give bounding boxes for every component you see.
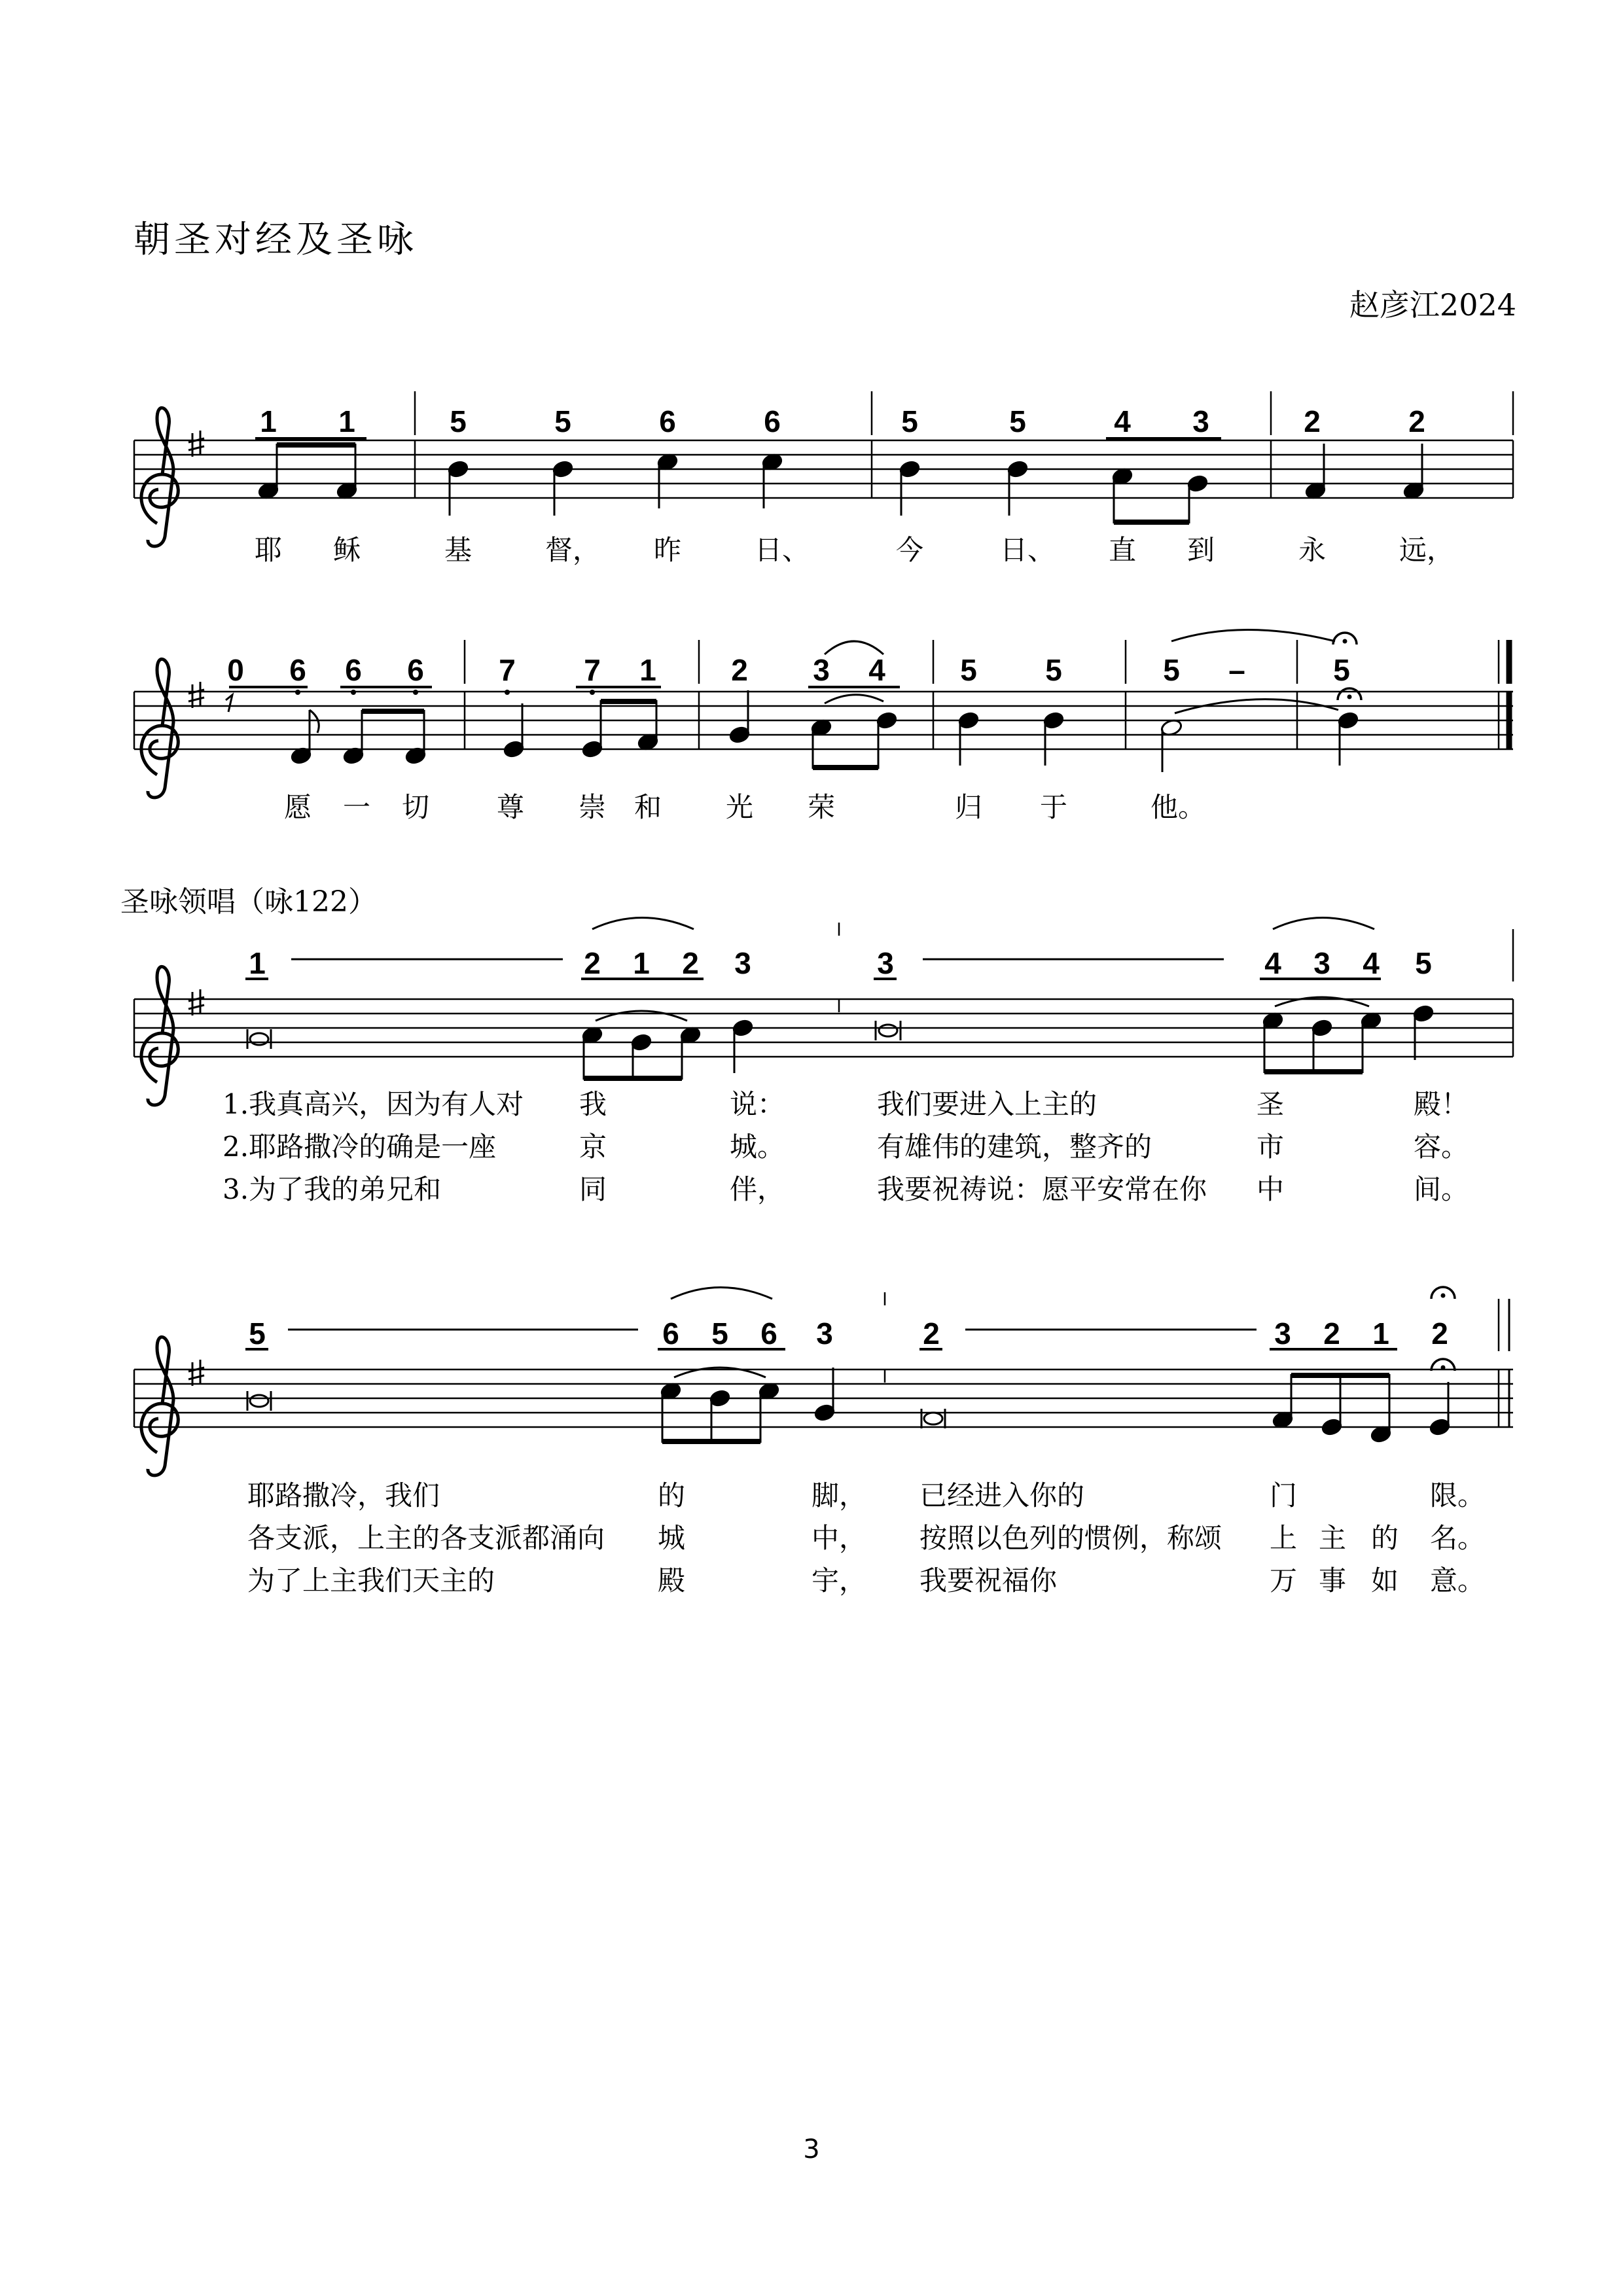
jianpu-note: 5 — [901, 404, 918, 438]
jianpu-note: 6 — [764, 404, 781, 438]
jianpu-note: 4 — [868, 653, 885, 687]
lyrics-verses-3 — [223, 1088, 1469, 1205]
jianpu-note: 5 — [554, 404, 571, 438]
lyric-syllable: 远， — [1399, 534, 1455, 566]
page-title: 朝圣对经及圣咏 — [134, 219, 418, 261]
lyric-fragment: 殿 — [658, 1564, 686, 1597]
lyric-fragment: 的 — [658, 1479, 686, 1511]
fermata-icon — [1338, 688, 1361, 700]
jianpu-note: 5 — [1415, 946, 1432, 980]
jianpu-note: 7 — [499, 653, 516, 687]
jianpu-line-2 — [227, 653, 1350, 687]
lyric-fragment: 中 — [1257, 1173, 1285, 1205]
lyric-fragment: 京 — [579, 1131, 607, 1163]
lyric-fragment: 间。 — [1414, 1173, 1469, 1205]
lyric-fragment: 我要祝祷说：愿平安常在你 — [877, 1173, 1207, 1205]
lyric-syllable: 于 — [1039, 791, 1068, 823]
jianpu-note: 4 — [1264, 946, 1281, 980]
lyric-syllable: 直 — [1108, 534, 1137, 566]
lyric-fragment: 如 — [1371, 1564, 1399, 1597]
jianpu-note: 6 — [760, 1316, 777, 1351]
jianpu-note: 6 — [407, 653, 424, 687]
jianpu-note: 3 — [813, 653, 830, 687]
lyric-fragment: 上 — [1270, 1522, 1298, 1554]
treble-clef-icon — [141, 966, 178, 1105]
lyric-fragment: 名。 — [1430, 1522, 1486, 1554]
jianpu-note: 5 — [450, 404, 467, 438]
lyric-syllable: 今 — [895, 534, 924, 566]
jianpu-note: 4 — [1363, 946, 1380, 980]
lyric-syllable: 崇 — [578, 791, 607, 823]
jianpu-note: 7 — [584, 653, 601, 687]
lyric-syllable: 昨 — [653, 534, 682, 566]
lyric-fragment: 主 — [1319, 1522, 1347, 1554]
lyric-fragment: 3.为了我的弟兄和 — [223, 1173, 442, 1205]
sharp-icon — [188, 989, 204, 1016]
jianpu-note: 0 — [227, 653, 244, 687]
lyric-fragment: 1.我真高兴，因为有人对 — [223, 1088, 524, 1120]
lyric-fragment: 宇， — [812, 1564, 867, 1597]
jianpu-note: 2 — [682, 946, 699, 980]
jianpu-note: 5 — [1009, 404, 1026, 438]
staff-system-2 — [134, 630, 1513, 824]
lyric-syllable: 切 — [401, 791, 430, 823]
lyric-syllable: 他。 — [1150, 791, 1206, 823]
fermata-icon — [1333, 633, 1357, 645]
lyric-fragment: 说： — [730, 1088, 785, 1120]
lyric-fragment: 伴， — [730, 1173, 785, 1205]
lyrics-verses-4 — [247, 1479, 1485, 1597]
jianpu-line-4 — [249, 1316, 1448, 1351]
lyric-fragment: 2.耶路撒冷的确是一座 — [223, 1131, 497, 1163]
lyric-fragment: 的 — [1371, 1522, 1399, 1554]
jianpu-note: 6 — [345, 653, 362, 687]
treble-clef-icon — [141, 1337, 178, 1475]
jianpu-note: 2 — [1304, 404, 1321, 438]
staff-system-1 — [134, 391, 1513, 566]
jianpu-note: 6 — [289, 653, 306, 687]
sharp-icon — [188, 431, 204, 457]
treble-clef-icon — [141, 659, 178, 798]
jianpu-note: 1 — [639, 653, 656, 687]
jianpu-line-1 — [260, 404, 1425, 438]
lyric-syllable: 耶 — [254, 534, 283, 566]
lyrics-line-2 — [284, 791, 1205, 823]
lyric-fragment: 圣 — [1257, 1088, 1285, 1120]
lyric-syllable: 荣 — [807, 791, 836, 823]
lyric-fragment: 门 — [1270, 1479, 1298, 1511]
lyric-fragment: 脚， — [812, 1479, 867, 1511]
sharp-icon — [188, 682, 204, 708]
jianpu-note: 1 — [260, 404, 277, 438]
jianpu-note: 3 — [1274, 1316, 1291, 1351]
jianpu-note: 5 — [1163, 653, 1180, 687]
jianpu-note: 3 — [734, 946, 751, 980]
lyric-syllable: 一 — [342, 791, 371, 823]
jianpu-note: 5 — [1045, 653, 1062, 687]
lyric-fragment: 有雄伟的建筑，整齐的 — [877, 1131, 1152, 1163]
lyric-fragment: 按照以色列的惯例，称颂 — [919, 1522, 1222, 1554]
lyric-syllable: 光 — [725, 791, 754, 823]
lyric-fragment: 意。 — [1430, 1564, 1486, 1597]
lyric-fragment: 市 — [1257, 1131, 1285, 1163]
jianpu-note: 2 — [584, 946, 601, 980]
jianpu-note: 5 — [249, 1316, 266, 1351]
lyric-syllable: 基 — [444, 534, 473, 566]
lyric-syllable: 尊 — [496, 791, 525, 823]
jianpu-note: 1 — [1372, 1316, 1389, 1351]
lyric-fragment: 限。 — [1430, 1479, 1486, 1511]
lyric-fragment: 城 — [658, 1522, 686, 1554]
lyric-syllable: 和 — [633, 791, 662, 823]
jianpu-note: 6 — [662, 1316, 679, 1351]
lyric-fragment: 同 — [579, 1173, 607, 1205]
jianpu-note: 1 — [249, 946, 266, 980]
jianpu-note: 4 — [1114, 404, 1131, 438]
jianpu-note: 3 — [816, 1316, 833, 1351]
jianpu-note: 3 — [1192, 404, 1209, 438]
lyric-syllable: 到 — [1186, 534, 1215, 566]
section-title-psalm: 圣咏领唱（咏122） — [120, 885, 377, 919]
jianpu-dash: – — [1228, 653, 1245, 687]
lyric-syllable: 永 — [1298, 534, 1327, 566]
jianpu-note: 2 — [731, 653, 748, 687]
jianpu-note: 1 — [338, 404, 355, 438]
lyric-fragment: 已经进入你的 — [919, 1479, 1085, 1511]
lyric-syllable: 稣 — [332, 534, 361, 566]
lyric-fragment: 城。 — [730, 1131, 785, 1163]
jianpu-note: 1 — [633, 946, 650, 980]
lyric-fragment: 我要祝福你 — [919, 1564, 1058, 1597]
lyric-syllable: 日、 — [754, 534, 810, 566]
lyric-syllable: 督， — [544, 534, 601, 566]
fermata-icon — [1431, 1287, 1455, 1299]
jianpu-note: 5 — [960, 653, 977, 687]
lyric-fragment: 万 — [1270, 1564, 1298, 1597]
lyric-fragment: 各支派，上主的各支派都涌向 — [247, 1522, 605, 1554]
lyric-syllable: 愿 — [283, 791, 312, 823]
page-number: 3 — [803, 2134, 820, 2164]
lyric-fragment: 殿！ — [1414, 1088, 1469, 1120]
composer-credit: 赵彦江2024 — [1349, 287, 1516, 323]
jianpu-note: 2 — [1408, 404, 1425, 438]
jianpu-note: 2 — [1431, 1316, 1448, 1351]
staff-system-3 — [134, 918, 1513, 1206]
lyric-fragment: 中， — [812, 1522, 867, 1554]
lyric-fragment: 我 — [579, 1088, 607, 1120]
jianpu-note: 5 — [711, 1316, 728, 1351]
sharp-icon — [188, 1360, 204, 1386]
treble-clef-icon — [141, 408, 178, 546]
lyric-syllable: 归 — [954, 791, 983, 823]
staff-system-4 — [134, 1287, 1513, 1597]
lyric-fragment: 耶路撒冷，我们 — [247, 1479, 440, 1511]
jianpu-note: 3 — [877, 946, 894, 980]
lyrics-line-1 — [255, 534, 1454, 566]
lyric-fragment: 为了上主我们天主的 — [247, 1564, 495, 1597]
jianpu-note: 2 — [923, 1316, 940, 1351]
lyric-fragment: 事 — [1319, 1564, 1347, 1597]
jianpu-note: 3 — [1313, 946, 1330, 980]
lyric-fragment: 我们要进入上主的 — [877, 1088, 1097, 1120]
jianpu-line-3 — [249, 946, 1432, 980]
jianpu-note: 5 — [1333, 653, 1350, 687]
jianpu-note: 2 — [1323, 1316, 1340, 1351]
lyric-fragment: 容。 — [1414, 1131, 1469, 1163]
jianpu-note: 6 — [659, 404, 676, 438]
lyric-syllable: 日、 — [999, 534, 1056, 566]
